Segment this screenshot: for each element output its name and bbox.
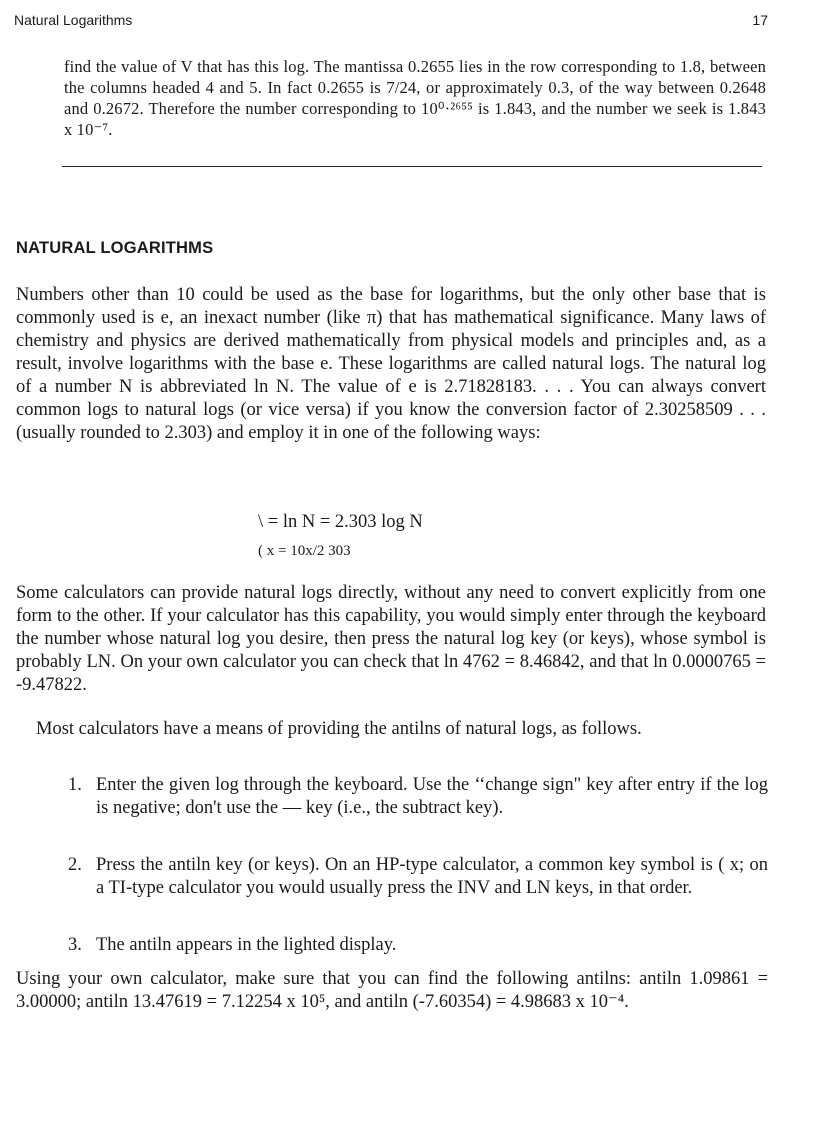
step-text: The antiln appears in the lighted display. xyxy=(96,935,397,955)
step-text: Press the antiln key (or keys). On an HP-type calculator, a common key symbol is ( x; on a TI-type calculator you would usually press the INV and LN keys, in that order. xyxy=(96,855,768,898)
step-item xyxy=(68,854,768,900)
step-number: 3. xyxy=(68,935,82,955)
paragraph-antiln-exercise: Using your own calculator, make sure that you can find the following antilns: antiln 1.09861 = 3.00000; antiln 13.47619 = 7.12254 x 10⁵, and antiln (-7.60354) = 4.98683 x 10⁻⁴. xyxy=(16,969,768,1012)
equation-conversion: \ = ln N = 2.303 log N xyxy=(258,512,423,532)
step-item xyxy=(68,774,768,820)
paragraph-natural-logs-intro: Numbers other than 10 could be used as the base for logarithms, but the only other base that is commonly used is e, an inexact number (like π) that has mathematical significance. Many laws of chemistry and physics are derived mathematically from physical models and principles and, as a result, involve logarithms with the base e. These logarithms are called natural logs. The natural log of a number N is abbreviated ln N. The value of e is 2.71828183. . . . You can always convert common logs to natural logs (or vice versa) if you know the conversion factor of 2.30258509 . . . (usually rounded to 2.303) and employ it in one of the following ways: xyxy=(16,285,766,443)
paragraph-antiln-intro: Most calculators have a means of providing the antilns of natural logs, as follows. xyxy=(36,719,642,739)
intro-paragraph: find the value of V that has this log. The mantissa 0.2655 lies in the row corresponding to 1.8, between the columns headed 4 and 5. In fact 0.2655 is 7/24, or approximately 0.3, of the way between 0.2648 and 0.2672. Therefore the number corresponding to 10⁰·²⁶⁵⁵ is 1.843, and the number we seek is 1.843 x 10⁻⁷. xyxy=(64,57,766,139)
step-item xyxy=(68,934,768,957)
step-text: Enter the given log through the keyboard. Use the ‘‘change sign" key after entry if the log is negative; don't use the — key (i.e., the subtract key). xyxy=(96,775,768,818)
step-number: 1. xyxy=(68,775,82,795)
step-number: 2. xyxy=(68,855,82,875)
paragraph-calculator-logs: Some calculators can provide natural logs directly, without any need to convert explicitly from one form to the other. If your calculator has this capability, you would simply enter through the keyboard the number whose natural log you desire, then press the natural log key (or keys), whose symbol is probably LN. On your own calculator you can check that ln 4762 = 8.46842, and that ln 0.0000765 = -9.47822. xyxy=(16,583,766,695)
running-header-title: Natural Logarithms xyxy=(14,12,133,28)
section-divider xyxy=(62,166,762,167)
page-number: 17 xyxy=(752,12,768,28)
section-heading: NATURAL LOGARITHMS xyxy=(16,239,214,257)
equation-antilog: ( x = 10x/2 303 xyxy=(258,543,351,559)
